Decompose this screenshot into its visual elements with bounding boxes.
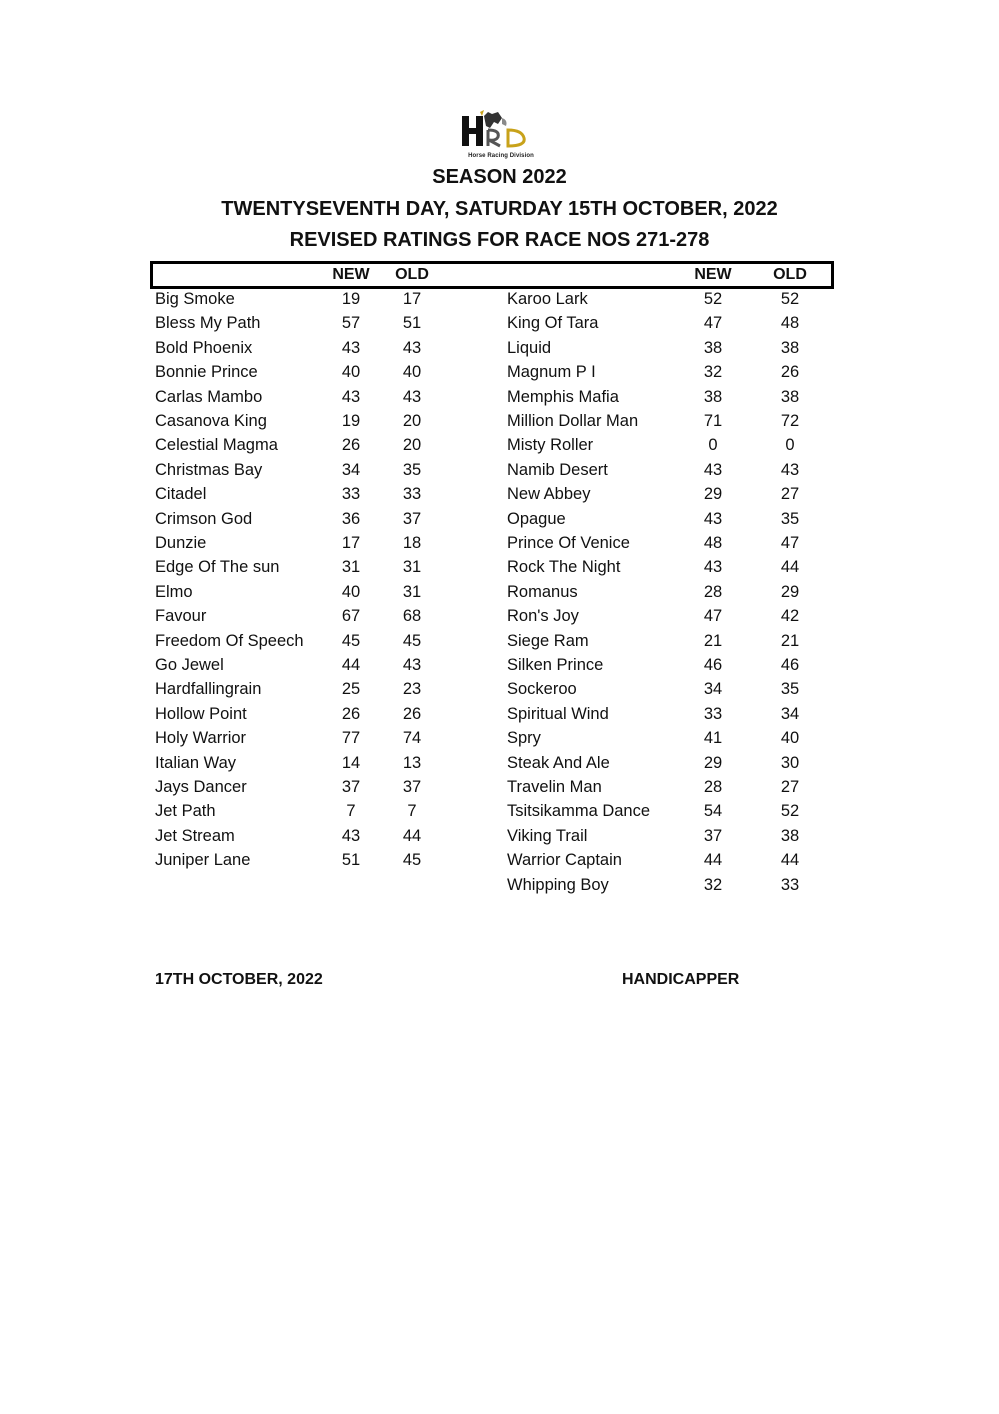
table-row xyxy=(0,702,999,726)
horse-name: Rock The Night xyxy=(507,558,621,577)
table-row xyxy=(0,580,999,604)
horse-name: Italian Way xyxy=(155,753,237,772)
table-row xyxy=(0,311,999,335)
old-rating: 48 xyxy=(780,314,800,333)
new-rating: 21 xyxy=(703,631,723,650)
table-row xyxy=(0,653,999,677)
horse-name: Sockeroo xyxy=(507,680,577,699)
new-rating: 44 xyxy=(341,656,361,674)
new-rating: 14 xyxy=(341,753,361,772)
new-rating: 40 xyxy=(341,363,361,382)
old-rating: 27 xyxy=(780,485,800,504)
old-rating: 44 xyxy=(780,558,800,577)
old-rating: 26 xyxy=(780,363,800,382)
horse-name: Edge Of The sun xyxy=(155,558,280,577)
new-rating: 34 xyxy=(341,460,361,479)
old-rating: 40 xyxy=(780,729,800,748)
horse-name: Hollow Point xyxy=(155,704,247,723)
table-row xyxy=(0,799,999,823)
new-rating: 45 xyxy=(341,631,361,650)
old-rating: 13 xyxy=(402,753,422,772)
new-rating: 7 xyxy=(346,802,356,821)
right-old-header: OLD xyxy=(773,266,807,283)
new-rating: 52 xyxy=(703,290,723,308)
old-rating: 38 xyxy=(780,826,800,845)
old-rating: 72 xyxy=(780,412,800,430)
new-rating: 54 xyxy=(703,802,723,821)
table-row xyxy=(0,629,999,653)
old-rating: 35 xyxy=(780,680,800,699)
new-rating: 32 xyxy=(703,875,723,894)
old-rating: 35 xyxy=(402,460,422,479)
old-rating: 35 xyxy=(780,509,800,528)
horse-name: Go Jewel xyxy=(155,656,224,674)
old-rating: 44 xyxy=(402,826,422,845)
horse-name: Misty Roller xyxy=(507,436,594,455)
table-row xyxy=(0,677,999,701)
old-rating: 20 xyxy=(402,412,422,430)
old-rating: 45 xyxy=(402,851,422,870)
table-row xyxy=(0,433,999,457)
old-rating: 7 xyxy=(407,802,417,821)
old-rating: 40 xyxy=(402,363,422,382)
new-rating: 36 xyxy=(341,509,361,528)
old-rating: 68 xyxy=(402,607,422,626)
horse-name: Jet Stream xyxy=(155,826,235,845)
new-rating: 31 xyxy=(341,558,361,577)
table-row xyxy=(0,604,999,628)
table-row xyxy=(0,873,999,897)
table-row xyxy=(0,507,999,531)
new-rating: 26 xyxy=(341,436,361,455)
horse-name: Bold Phoenix xyxy=(155,338,253,357)
horse-name: Freedom Of Speech xyxy=(155,631,304,650)
horse-name: Memphis Mafia xyxy=(507,387,619,406)
old-rating: 37 xyxy=(402,509,422,528)
table-row xyxy=(0,385,999,409)
table-row xyxy=(0,848,999,872)
table-row xyxy=(0,824,999,848)
new-rating: 43 xyxy=(703,509,723,528)
column-header-box xyxy=(150,261,834,289)
new-rating: 43 xyxy=(703,558,723,577)
old-rating: 23 xyxy=(402,680,422,699)
new-rating: 43 xyxy=(341,826,361,845)
new-rating: 43 xyxy=(341,387,361,406)
horse-name: Spry xyxy=(507,729,541,748)
old-rating: 34 xyxy=(780,704,800,723)
table-row xyxy=(0,336,999,360)
old-rating: 51 xyxy=(402,314,422,333)
horse-name: Whipping Boy xyxy=(507,875,609,894)
new-rating: 28 xyxy=(703,778,723,796)
old-rating: 18 xyxy=(402,534,422,552)
horse-logo-icon xyxy=(458,110,544,154)
horse-name: New Abbey xyxy=(507,485,591,504)
new-rating: 33 xyxy=(703,704,723,723)
season-heading: SEASON 2022 xyxy=(432,166,567,188)
new-rating: 44 xyxy=(703,851,723,870)
horse-name: Favour xyxy=(155,607,207,626)
old-rating: 27 xyxy=(780,778,800,796)
horse-name: Opague xyxy=(507,509,566,528)
old-rating: 31 xyxy=(402,582,422,601)
old-rating: 74 xyxy=(402,729,422,748)
old-rating: 17 xyxy=(402,290,422,308)
old-rating: 45 xyxy=(402,631,422,650)
horse-name: Silken Prince xyxy=(507,656,604,674)
new-rating: 37 xyxy=(703,826,723,845)
old-rating: 52 xyxy=(780,802,800,821)
new-rating: 48 xyxy=(703,534,723,552)
old-rating: 43 xyxy=(780,460,800,479)
horse-name: Warrior Captain xyxy=(507,851,622,870)
new-rating: 19 xyxy=(341,412,361,430)
old-rating: 38 xyxy=(780,338,800,357)
old-rating: 37 xyxy=(402,778,422,796)
horse-name: King Of Tara xyxy=(507,314,599,333)
table-row xyxy=(0,751,999,775)
old-rating: 33 xyxy=(402,485,422,504)
horse-name: Dunzie xyxy=(155,534,207,552)
old-rating: 30 xyxy=(780,753,800,772)
horse-name: Casanova King xyxy=(155,412,267,430)
new-rating: 67 xyxy=(341,607,361,626)
new-rating: 25 xyxy=(341,680,361,699)
logo-caption: Horse Racing Division xyxy=(468,153,534,159)
old-rating: 43 xyxy=(402,387,422,406)
new-rating: 32 xyxy=(703,363,723,382)
table-row xyxy=(0,482,999,506)
horse-name: Christmas Bay xyxy=(155,460,263,479)
horse-name: Jet Path xyxy=(155,802,216,821)
new-rating: 26 xyxy=(341,704,361,723)
new-rating: 47 xyxy=(703,607,723,626)
old-rating: 44 xyxy=(780,851,800,870)
old-rating: 43 xyxy=(402,656,422,674)
horse-name: Liquid xyxy=(507,338,552,357)
table-row xyxy=(0,360,999,384)
new-rating: 17 xyxy=(341,534,361,552)
horse-name: Viking Trail xyxy=(507,826,588,845)
old-rating: 31 xyxy=(402,558,422,577)
horse-name: Travelin Man xyxy=(507,778,602,796)
new-rating: 29 xyxy=(703,485,723,504)
new-rating: 37 xyxy=(341,778,361,796)
horse-name: Steak And Ale xyxy=(507,753,610,772)
horse-name: Romanus xyxy=(507,582,578,601)
table-row xyxy=(0,775,999,799)
horse-name: Namib Desert xyxy=(507,460,608,479)
old-rating: 33 xyxy=(780,875,800,894)
horse-name: Holy Warrior xyxy=(155,729,247,748)
new-rating: 33 xyxy=(341,485,361,504)
left-old-header: OLD xyxy=(395,266,429,283)
new-rating: 40 xyxy=(341,582,361,601)
new-rating: 38 xyxy=(703,387,723,406)
new-rating: 51 xyxy=(341,851,361,870)
new-rating: 34 xyxy=(703,680,723,699)
left-new-header: NEW xyxy=(332,266,370,283)
horse-name: Prince Of Venice xyxy=(507,534,630,552)
day-heading: TWENTYSEVENTH DAY, SATURDAY 15TH OCTOBER, 2022 xyxy=(221,198,778,220)
horse-name: Crimson God xyxy=(155,509,253,528)
old-rating: 43 xyxy=(402,338,422,357)
new-rating: 0 xyxy=(708,436,718,455)
table-row xyxy=(0,555,999,579)
horse-name: Bonnie Prince xyxy=(155,363,258,382)
old-rating: 42 xyxy=(780,607,800,626)
horse-name: Big Smoke xyxy=(155,290,235,308)
horse-name: Spiritual Wind xyxy=(507,704,609,723)
new-rating: 77 xyxy=(341,729,361,748)
horse-name: Elmo xyxy=(155,582,193,601)
old-rating: 29 xyxy=(780,582,800,601)
old-rating: 52 xyxy=(780,290,800,308)
new-rating: 71 xyxy=(703,412,723,430)
horse-name: Jays Dancer xyxy=(155,778,247,796)
horse-name: Karoo Lark xyxy=(507,290,588,308)
new-rating: 28 xyxy=(703,582,723,601)
table-row xyxy=(0,726,999,750)
new-rating: 41 xyxy=(703,729,723,748)
new-rating: 43 xyxy=(341,338,361,357)
table-row xyxy=(0,287,999,311)
horse-name: Carlas Mambo xyxy=(155,387,263,406)
new-rating: 47 xyxy=(703,314,723,333)
old-rating: 21 xyxy=(780,631,800,650)
horse-name: Ron's Joy xyxy=(507,607,579,626)
horse-name: Hardfallingrain xyxy=(155,680,262,699)
hrd-logo xyxy=(458,110,544,162)
horse-name: Million Dollar Man xyxy=(507,412,639,430)
new-rating: 38 xyxy=(703,338,723,357)
horse-name: Citadel xyxy=(155,485,207,504)
new-rating: 29 xyxy=(703,753,723,772)
right-new-header: NEW xyxy=(694,266,732,283)
old-rating: 47 xyxy=(780,534,800,552)
horse-name: Celestial Magma xyxy=(155,436,278,455)
old-rating: 46 xyxy=(780,656,800,674)
new-rating: 57 xyxy=(341,314,361,333)
horse-name: Tsitsikamma Dance xyxy=(507,802,651,821)
horse-name: Siege Ram xyxy=(507,631,589,650)
old-rating: 26 xyxy=(402,704,422,723)
new-rating: 19 xyxy=(341,290,361,308)
old-rating: 20 xyxy=(402,436,422,455)
old-rating: 38 xyxy=(780,387,800,406)
new-rating: 43 xyxy=(703,460,723,479)
horse-name: Magnum P I xyxy=(507,363,596,382)
table-row xyxy=(0,458,999,482)
horse-name: Juniper Lane xyxy=(155,851,251,870)
race-heading: REVISED RATINGS FOR RACE NOS 271-278 xyxy=(289,229,710,251)
table-row xyxy=(0,531,999,555)
new-rating: 46 xyxy=(703,656,723,674)
table-row xyxy=(0,409,999,433)
footer-date: 17TH OCTOBER, 2022 xyxy=(155,971,323,988)
horse-name: Bless My Path xyxy=(155,314,261,333)
old-rating: 0 xyxy=(785,436,795,455)
footer-signature: HANDICAPPER xyxy=(622,971,740,988)
